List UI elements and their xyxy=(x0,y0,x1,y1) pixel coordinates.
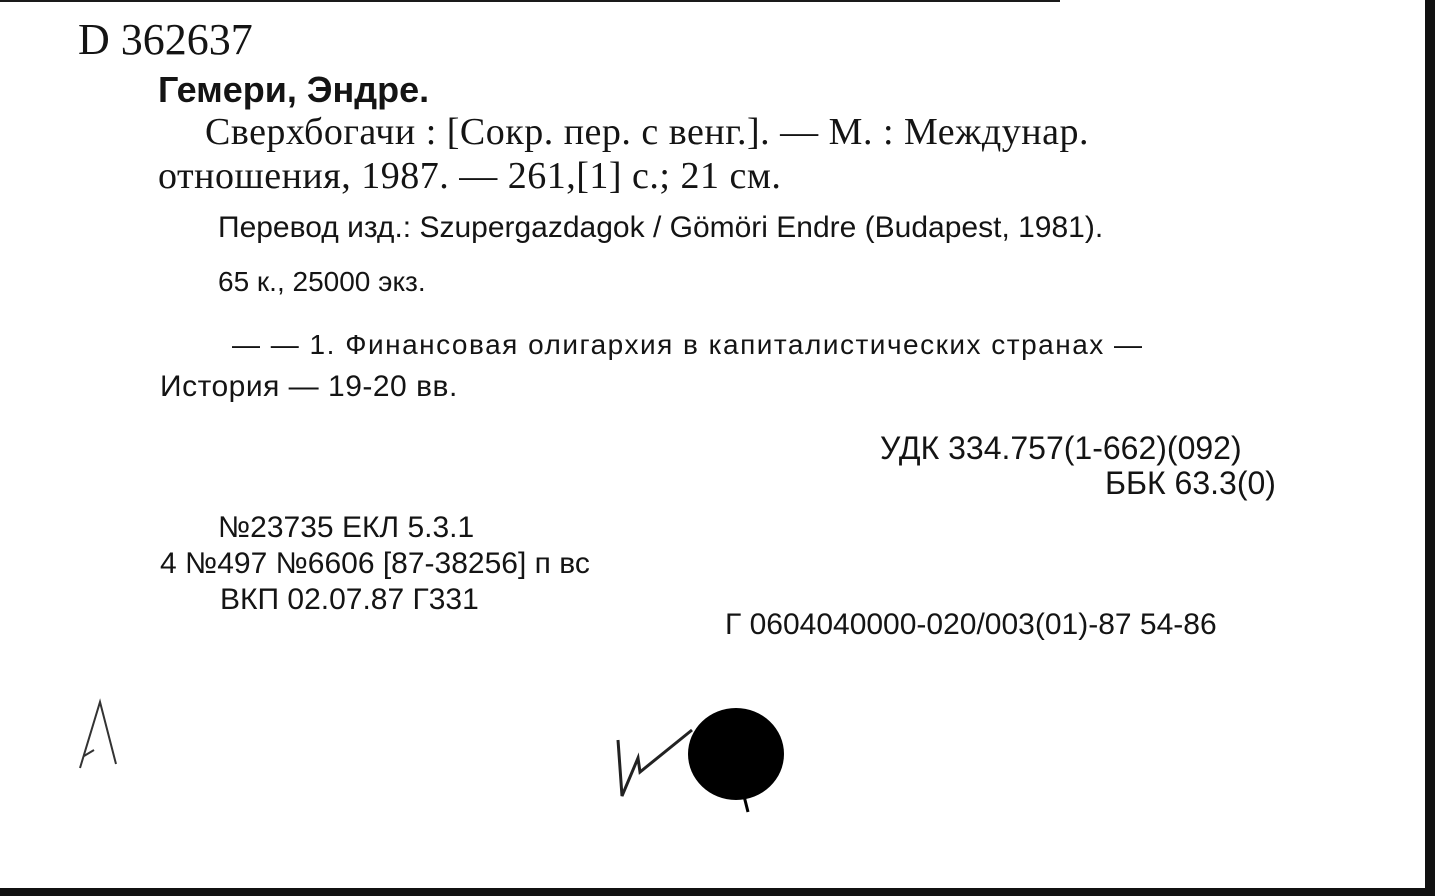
publisher-index-code: Г 0604040000-020/003(01)-87 54-86 xyxy=(725,608,1217,641)
call-number: D 362637 xyxy=(78,15,253,64)
translation-note: Перевод изд.: Szupergazdagok / Gömöri Endre (Budapest, 1981). xyxy=(218,211,1104,244)
subject-heading-line-1: — — 1. Финансовая олигархия в капиталистических странах — xyxy=(232,329,1144,360)
bbk-classification: ББК 63.3(0) xyxy=(1105,465,1276,501)
accession-line-1: №23735 ЕКЛ 5.3.1 xyxy=(218,511,475,544)
accession-line-3: ВКП 02.07.87 Г331 xyxy=(220,583,479,616)
card-right-edge xyxy=(1425,0,1435,896)
card-top-edge xyxy=(0,0,1060,2)
title-statement-line-2: отношения, 1987. — 261,[1] с.; 21 см. xyxy=(158,155,782,197)
card-bottom-edge xyxy=(0,888,1435,896)
udk-classification: УДК 334.757(1-662)(092) xyxy=(880,430,1242,466)
lambda-mark-icon xyxy=(70,690,130,780)
accession-line-2: 4 №497 №6606 [87-38256] п вс xyxy=(160,547,590,580)
price-print-run: 65 к., 25000 экз. xyxy=(218,266,426,297)
title-statement-line-1: Сверхбогачи : [Сокр. пер. с венг.]. — М. : Междунар. xyxy=(205,111,1089,153)
author-heading: Гемери, Эндре. xyxy=(158,69,430,110)
subject-heading-line-2: История — 19-20 вв. xyxy=(160,370,458,403)
ink-dot-icon xyxy=(686,706,790,814)
